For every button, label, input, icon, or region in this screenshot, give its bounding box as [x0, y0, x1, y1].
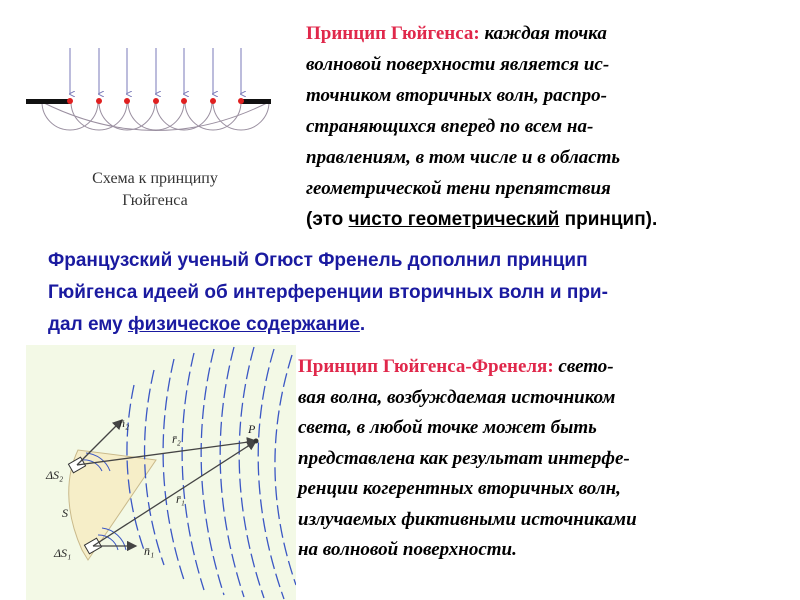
huygens-principle-text	[306, 18, 776, 235]
incident-wave-arrows	[70, 48, 241, 94]
caption-line-1: Схема к принципу	[92, 170, 218, 187]
label-r1: r̄₁	[176, 492, 185, 506]
huygens-line-4: страняющихся вперед по всем на-	[306, 116, 594, 137]
huygens-text-0: каждая точка	[479, 23, 607, 44]
huygens-line-6: геометрической тени препятствия	[306, 178, 611, 199]
fresnel-figure	[26, 345, 296, 600]
fresnel-line-2: Гюйгенса идеей об интерференции вторичных волн и при-	[48, 282, 608, 303]
hf-line-6: излучаемых фиктивными источниками	[298, 508, 637, 530]
fresnel-wave-drawing	[26, 345, 296, 600]
hf-first-tail: свето-	[553, 356, 614, 377]
wavefront-arcs	[127, 347, 296, 599]
huygens-diagram	[22, 44, 272, 144]
label-n2: n̄₂	[119, 416, 130, 430]
fresnel-line-3	[48, 309, 778, 341]
huygens-term: Принцип Гюйгенса:	[306, 23, 480, 44]
point-p	[254, 439, 259, 444]
huygens-line-2: волновой поверхности является ис-	[306, 54, 610, 75]
physical-content-link[interactable]: физическое содержание	[127, 314, 360, 335]
fresnel-line-3-suffix: .	[359, 314, 366, 335]
hf-line-3: света, в любой точке может быть	[298, 417, 597, 438]
label-p: P	[248, 422, 256, 436]
label-s: S	[62, 506, 68, 520]
secondary-sources	[67, 98, 244, 104]
label-ds1: ΔS₁	[54, 546, 72, 560]
huygens-line-5: правлениям, в том числе и в область	[306, 147, 621, 168]
label-ds2: ΔS₂	[46, 468, 64, 482]
hf-line-4: представлена как результат интерфе-	[298, 447, 630, 469]
fresnel-paragraph	[48, 245, 778, 341]
secondary-wavelets	[42, 102, 269, 131]
hf-line-1	[298, 352, 788, 383]
caption-line-2: Гюйгенса	[122, 192, 188, 209]
hf-line-5: ренции когерентных вторичных волн,	[298, 478, 621, 499]
hf-line-2: вая волна, возбуждаемая источником	[298, 386, 616, 408]
diagram-caption	[40, 168, 270, 212]
huygens-line-1	[306, 18, 776, 49]
screen-right	[241, 99, 271, 104]
geometric-principle-link[interactable]: чисто геометрический	[348, 209, 560, 230]
label-n1: n̄₁	[144, 544, 155, 558]
huygens-fresnel-principle-text	[298, 352, 788, 566]
huygens-wave-drawing	[22, 44, 272, 144]
hf-line-7: на волновой поверхности.	[298, 539, 517, 560]
fresnel-line-1: Французский ученый Огюст Френель дополнил принцип	[48, 250, 588, 271]
huygens-last-suffix: принцип).	[559, 209, 658, 230]
screen-left	[26, 99, 70, 104]
label-r2: r̄₂	[172, 432, 181, 446]
huygens-line-7	[306, 204, 776, 235]
hf-term: Принцип Гюйгенса-Френеля:	[298, 356, 554, 377]
huygens-line-3: точником вторичных волн, распро-	[306, 85, 608, 106]
fresnel-line-3-prefix: дал ему	[48, 314, 128, 335]
huygens-last-prefix: (это	[306, 209, 349, 230]
